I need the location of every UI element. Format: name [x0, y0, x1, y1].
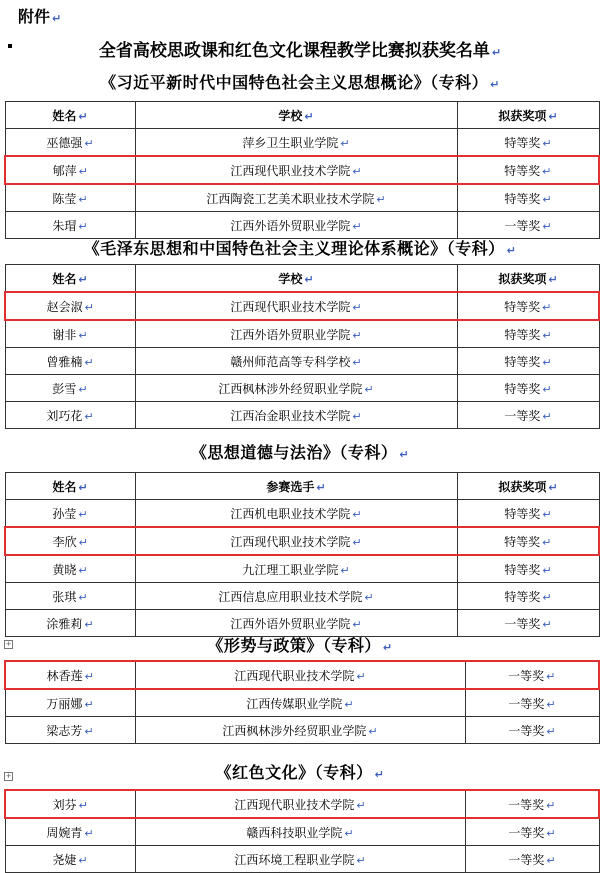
table-header-row [5, 473, 599, 500]
table-row [5, 555, 599, 583]
table-row [5, 402, 599, 429]
school-name: 江西现代职业技术学院 ↵ [135, 790, 465, 818]
column-header: 拟获奖项 ↵ [457, 265, 599, 293]
school-name: 江西信息应用职业技术学院 ↵ [135, 583, 457, 610]
winner-name: 赵会淑 ↵ [5, 292, 135, 320]
table-header-row [5, 265, 599, 293]
award-level: 一等奖 ↵ [465, 846, 599, 873]
highlighted-table-row [5, 661, 599, 689]
highlighted-table-row [5, 292, 599, 320]
winner-name: 万丽娜 ↵ [5, 689, 135, 717]
school-name: 江西外语外贸职业学院 ↵ [135, 320, 457, 348]
table-row [5, 212, 599, 239]
winner-name: 曾雅楠 ↵ [5, 348, 135, 375]
highlighted-table-row [5, 790, 599, 818]
award-level: 一等奖 ↵ [457, 610, 599, 637]
school-name: 江西外语外贸职业学院 ↵ [135, 212, 457, 239]
column-header: 参赛选手 ↵ [135, 473, 457, 500]
table-row [5, 348, 599, 375]
winner-name: 涂雅莉 ↵ [5, 610, 135, 637]
table-row [5, 689, 599, 717]
table-row [5, 818, 599, 846]
column-header: 姓名 ↵ [5, 473, 135, 500]
winner-name: 张琪 ↵ [5, 583, 135, 610]
award-level: 特等奖 ↵ [457, 292, 599, 320]
column-header: 姓名 ↵ [5, 265, 135, 293]
section-title-2: 《毛泽东思想和中国特色社会主义理论体系概论》（专科） ↵ [83, 239, 517, 258]
award-level: 特等奖 ↵ [457, 500, 599, 528]
school-name: 九江理工职业学院 ↵ [135, 555, 457, 583]
column-header: 拟获奖项 ↵ [457, 102, 599, 129]
school-name: 江西外语外贸职业学院 ↵ [135, 610, 457, 637]
award-level: 一等奖 ↵ [465, 689, 599, 717]
winner-name: 周婉青 ↵ [5, 818, 135, 846]
award-level: 特等奖 ↵ [457, 527, 599, 555]
winner-name: 尧婕 ↵ [5, 846, 135, 873]
winner-name: 黄晓 ↵ [5, 555, 135, 583]
school-name: 江西冶金职业技术学院 ↵ [135, 402, 457, 429]
award-level: 一等奖 ↵ [465, 790, 599, 818]
table-marker: + [5, 772, 12, 780]
column-header: 学校 ↵ [135, 102, 457, 129]
award-level: 特等奖 ↵ [457, 348, 599, 375]
school-name: 赣西科技职业学院 ↵ [135, 818, 465, 846]
school-name: 江西现代职业技术学院 ↵ [135, 292, 457, 320]
award-level: 特等奖 ↵ [457, 129, 599, 157]
winner-name: 朱瑁 ↵ [5, 212, 135, 239]
table-row [5, 320, 599, 348]
award-table-3 [4, 472, 600, 637]
award-level: 一等奖 ↵ [465, 818, 599, 846]
school-name: 江西环境工程职业学院 ↵ [135, 846, 465, 873]
table-header-row [5, 102, 599, 129]
school-name: 江西现代职业技术学院 ↵ [135, 661, 465, 689]
award-level: 一等奖 ↵ [457, 212, 599, 239]
column-header: 姓名 ↵ [5, 102, 135, 129]
column-header: 拟获奖项 ↵ [457, 473, 599, 500]
award-level: 特等奖 ↵ [457, 184, 599, 212]
table-row [5, 129, 599, 157]
school-name: 江西现代职业技术学院 ↵ [135, 156, 457, 184]
award-level: 特等奖 ↵ [457, 375, 599, 402]
section-title-3: 《思想道德与法治》（专科） ↵ [190, 443, 410, 462]
winner-name: 陈莹 ↵ [5, 184, 135, 212]
winner-name: 刘巧花 ↵ [5, 402, 135, 429]
school-name: 赣州师范高等专科学校 ↵ [135, 348, 457, 375]
school-name: 江西枫林涉外经贸职业学院 ↵ [135, 717, 465, 744]
school-name: 江西机电职业技术学院 ↵ [135, 500, 457, 528]
section-title-5: 《红色文化》（专科） ↵ [215, 763, 385, 782]
winner-name: 巫德强 ↵ [5, 129, 135, 157]
award-level: 特等奖 ↵ [457, 156, 599, 184]
highlighted-table-row [5, 527, 599, 555]
winner-name: 郇萍 ↵ [5, 156, 135, 184]
column-header: 学校 ↵ [135, 265, 457, 293]
award-level: 特等奖 ↵ [457, 583, 599, 610]
award-level: 特等奖 ↵ [457, 555, 599, 583]
award-level: 一等奖 ↵ [457, 402, 599, 429]
school-name: 萍乡卫生职业学院 ↵ [135, 129, 457, 157]
table-row [5, 375, 599, 402]
winner-name: 梁志芳 ↵ [5, 717, 135, 744]
winner-name: 谢非 ↵ [5, 320, 135, 348]
attachment-label: 附件 ↵ [18, 7, 62, 26]
table-row [5, 184, 599, 212]
main-title: 全省高校思政课和红色文化课程教学比赛拟获奖名单 ↵ [98, 41, 502, 61]
table-row [5, 717, 599, 744]
school-name: 江西传媒职业学院 ↵ [135, 689, 465, 717]
award-table-1 [4, 101, 600, 239]
award-level: 一等奖 ↵ [465, 661, 599, 689]
award-table-5 [4, 789, 600, 873]
table-marker: + [5, 640, 12, 648]
school-name: 江西陶瓷工艺美术职业技术学院 ↵ [135, 184, 457, 212]
winner-name: 彭雪 ↵ [5, 375, 135, 402]
table-row [5, 500, 599, 528]
winner-name: 李欣 ↵ [5, 527, 135, 555]
winner-name: 刘芬 ↵ [5, 790, 135, 818]
section-title-1: 《习近平新时代中国特色社会主义思想概论》（专科） ↵ [100, 73, 500, 92]
section-title-4: 《形势与政策》（专科） ↵ [207, 636, 393, 655]
table-row [5, 583, 599, 610]
award-level: 一等奖 ↵ [465, 717, 599, 744]
table-row [5, 846, 599, 873]
school-name: 江西枫林涉外经贸职业学院 ↵ [135, 375, 457, 402]
school-name: 江西现代职业技术学院 ↵ [135, 527, 457, 555]
winner-name: 林香莲 ↵ [5, 661, 135, 689]
award-level: 特等奖 ↵ [457, 320, 599, 348]
winner-name: 孙莹 ↵ [5, 500, 135, 528]
highlighted-table-row [5, 156, 599, 184]
award-table-2 [4, 264, 600, 429]
award-table-4 [4, 660, 600, 744]
